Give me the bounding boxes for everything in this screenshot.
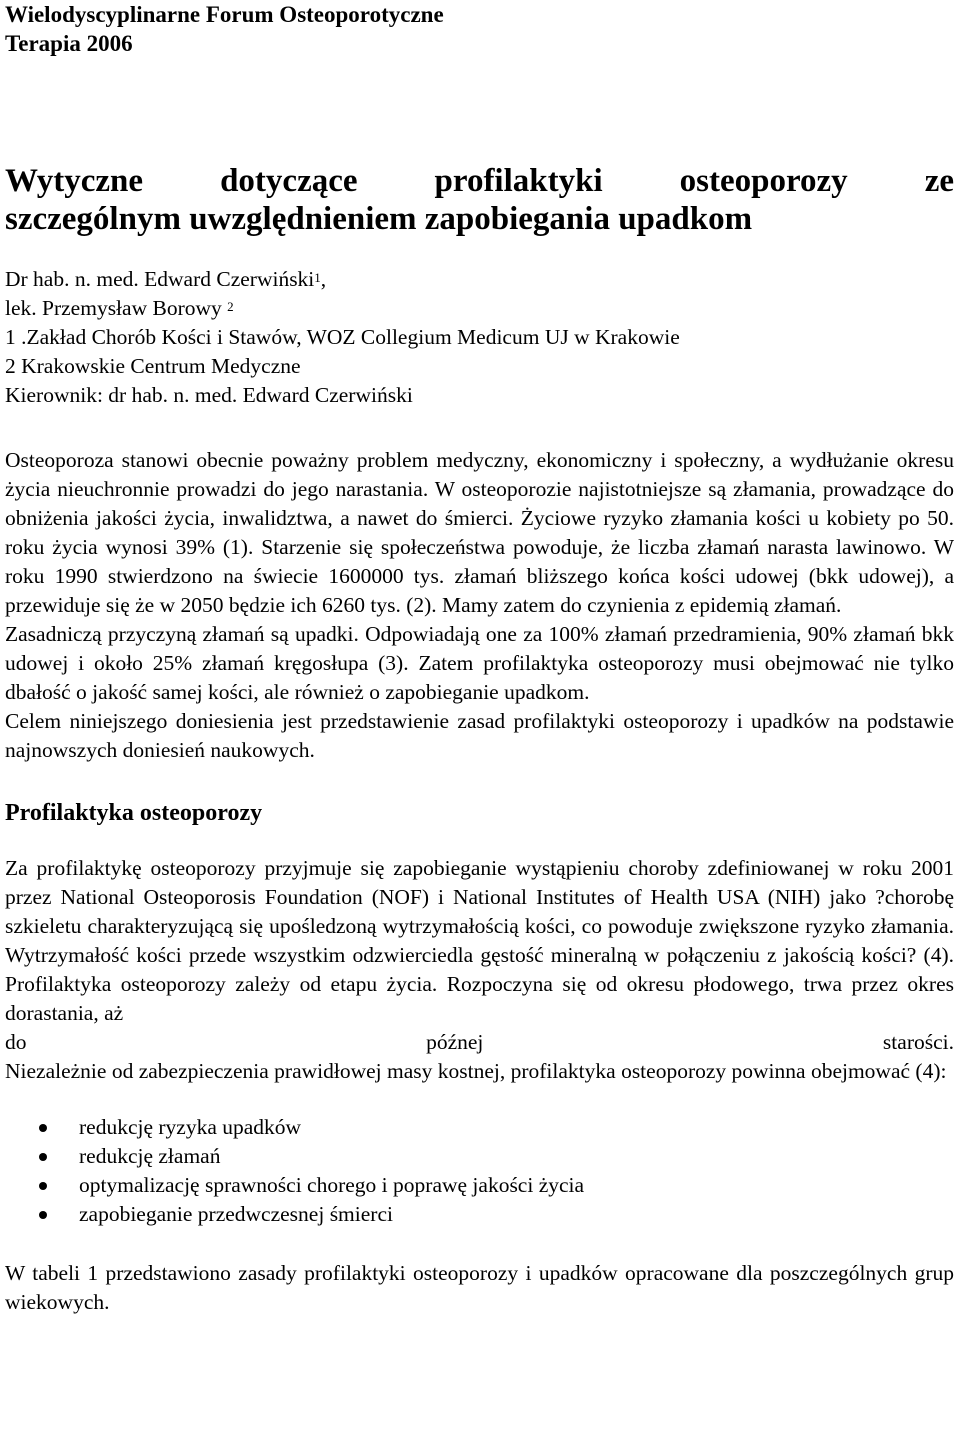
author-2: lek. Przemysław Borowy $^2$ [5,296,234,320]
affiliation-1: 1 .Zakład Chorób Kości i Stawów, WOZ Collegium Medicum UJ w Krakowie [5,325,680,349]
introduction [5,446,954,765]
section-paragraph-1-last-line: do późnej starości. [5,1030,954,1054]
bullet-icon [39,1182,47,1190]
author-2-affiliation-mark: 2 [227,299,234,314]
intro-paragraph-1: Osteoporoza stanowi obecnie poważny problem medyczny, ekonomiczny i społeczny, a wydłużanie okresu życia nieuchronnie prowadzi do jego narastania. W osteoporozie najistotniejsze są złamania, prowadzące do obniżenia jakości życia, inwalidztwa, a nawet do śmierci. Życiowe ryzyko złamania kości u kobiety po 50. roku życia wynosi 39% (1). Starzenie się społeczeństwa powoduje, że liczba złamań narasta lawinowo. W roku 1990 stwierdzono na świecie 1600000 tys. złamań bliższego końca kości udowej (bkk udowej), a przewiduje się że w 2050 będzie ich 6260 tys. (2). Mamy zatem do czynienia z epidemią złamań. [5,448,954,617]
document-header [5,0,954,58]
section-body [5,854,954,1086]
authors-block [5,265,954,410]
bullet-icon [39,1153,47,1161]
forum-name: Wielodyscyplinarne Forum Osteoporotyczne [5,2,444,27]
prevention-goals-list [5,1113,954,1229]
list-item: zapobieganie przedwczesnej śmierci [5,1200,954,1229]
bullet-icon [39,1211,47,1219]
author-1: Dr hab. n. med. Edward Czerwiński$^1$, [5,267,327,291]
list-item: redukcję ryzyka upadków [5,1113,954,1142]
affiliation-2: 2 Krakowskie Centrum Medyczne [5,354,301,378]
intro-paragraph-3: Celem niniejszego doniesienia jest przedstawienie zasad profilaktyki osteoporozy i upadków na podstawie najnowszych doniesień naukowych. [5,709,954,762]
intro-paragraph-2: Zasadniczą przyczyną złamań są upadki. Odpowiadają one za 100% złamań przedramienia, 90% złamań bkk udowej i około 25% złamań kręgosłupa (3). Zatem profilaktyka osteoporozy musi obejmować nie tylko dbałość o jakość samej kości, ale również o zapobieganie upadkom. [5,622,954,704]
bullet-icon [39,1124,47,1132]
document-title [5,162,954,238]
section-heading: Profilaktyka osteoporozy [5,800,263,826]
section-paragraph-1: Za profilaktykę osteoporozy przyjmuje się zapobieganie wystąpieniu choroby zdefiniowanej w roku 2001 przez National Osteoporosis Foundation (NOF) i National Institutes of Health USA (NIH) jako ?chorobę szkieletu charakteryzującą się upośledzoną wytrzymałością kości, co powoduje zwiększone ryzyko złamania. Wytrzymałość kości przede wszystkim odzwierciedla gęstość mineralną w połączeniu z jakością kości? (4). Profilaktyka osteoporozy zależy od etapu życia. Rozpoczyna się od okresu płodowego, trwa przez okres dorastania, aż do późnej starości. [5,854,954,1057]
list-item: optymalizację sprawności chorego i poprawę jakości życia [5,1171,954,1200]
department-head: Kierownik: dr hab. n. med. Edward Czerwiński [5,383,413,407]
section-paragraph-2: Niezależnie od zabezpieczenia prawidłowej masy kostnej, profilaktyka osteoporozy powinna obejmować (4): [5,1059,947,1083]
closing-paragraph: W tabeli 1 przedstawiono zasady profilaktyki osteoporozy i upadków opracowane dla poszczególnych grup wiekowych. [5,1261,954,1314]
list-item: redukcję złamań [5,1142,954,1171]
title-line-1: Wytyczne dotyczące profilaktyki osteoporozy ze [5,163,954,199]
forum-subtitle: Terapia 2006 [5,31,133,56]
title-line-2: szczególnym uwzględnieniem zapobiegania upadkom [5,201,753,237]
author-1-affiliation-mark: 1 [314,270,321,285]
